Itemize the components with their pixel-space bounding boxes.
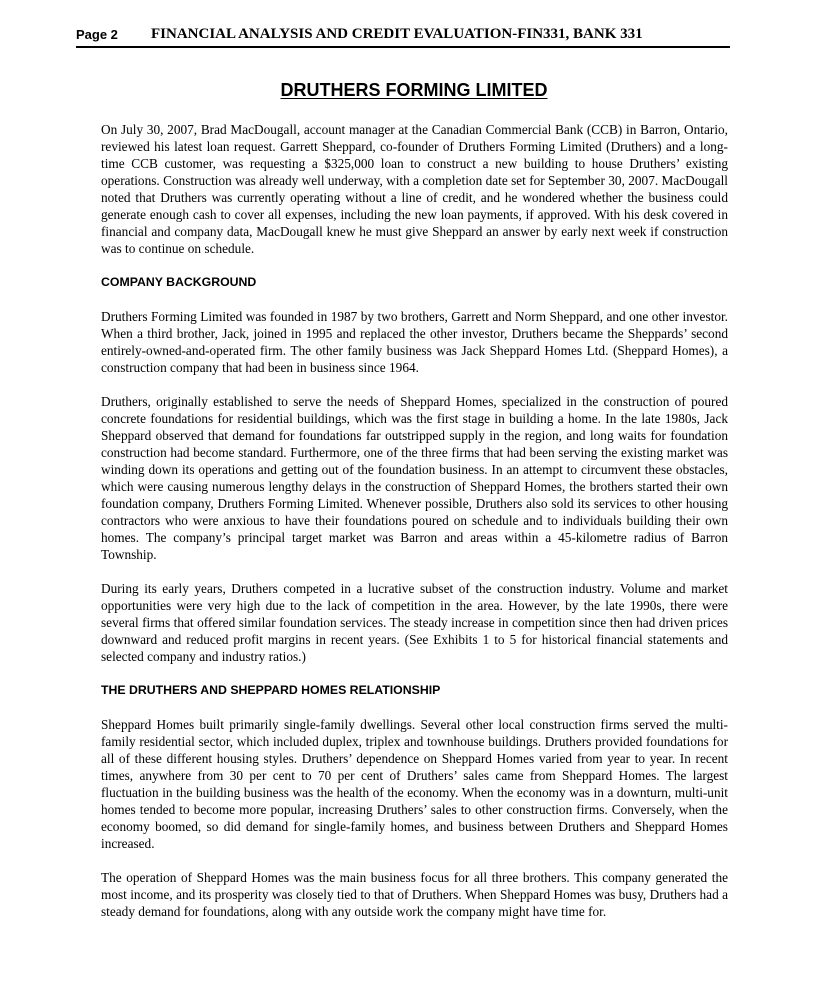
page-number: Page 2 [76, 27, 118, 42]
document-body [101, 121, 728, 920]
company-background-paragraph-1: Druthers Forming Limited was founded in 1987 by two brothers, Garrett and Norm Sheppard, and one other investor. When a third brother, Jack, joined in 1995 and replaced the other investor, Druthers became the Sheppards’ second entirely-owned-and-operated firm. The other family business was Jack Sheppard Homes Ltd. (Sheppard Homes), a construction company that had been in business since 1964. [101, 309, 728, 375]
intro-paragraph: On July 30, 2007, Brad MacDougall, account manager at the Canadian Commercial Bank (CCB) in Barron, Ontario, reviewed his latest loan request. Garrett Sheppard, co-founder of Druthers Forming Limited (Druthers) and a long-time CCB customer, was requesting a $325,000 loan to construct a new building to house Druthers’ existing operations. Construction was already well underway, with a completion date set for September 30, 2007. MacDougall noted that Druthers was currently operating without a line of credit, and he wondered whether the business could generate enough cash to cover all expenses, including the new loan payments, if approved. With his desk covered in financial and company data, MacDougall knew he must give Sheppard an answer by early next week if construction was to continue on schedule. [101, 122, 728, 256]
page-header [76, 27, 730, 48]
document-title-text: DRUTHERS FORMING LIMITED [280, 80, 548, 100]
company-background-paragraph-3: During its early years, Druthers competed in a lucrative subset of the construction industry. Volume and market opportunities were very high due to the lack of competition in the area. However, by the late 1990s, there were several firms that offered similar foundation services. The steady increase in competition since then had driven prices downward and reduced profit margins in recent years. (See Exhibits 1 to 5 for historical financial statements and selected company and industry ratios.) [101, 581, 728, 664]
company-background-paragraph-2: Druthers, originally established to serve the needs of Sheppard Homes, specialized in the construction of poured concrete foundations for residential buildings, which was the first stage in building a home. In the late 1980s, Jack Sheppard observed that demand for foundations far outstripped supply in the region, and long waits for foundation construction had become standard. Furthermore, one of the three firms that had been serving the existing market was winding down its operations and getting out of the foundation business. In an attempt to circumvent these obstacles, which were causing numerous lengthy delays in the construction of Sheppard Homes, the brothers started their own foundation company, Druthers Forming Limited. Whenever possible, Druthers also sold its services to other housing contractors who were anxious to have their foundations poured on schedule and to individuals building their own homes. The company’s principal target market was Barron and areas within a 45-kilometre radius of Barron Township. [101, 394, 728, 562]
relationship-paragraph-2: The operation of Sheppard Homes was the main business focus for all three brothers. This company generated the most income, and its prosperity was closely tied to that of Druthers. When Sheppard Homes was busy, Druthers had a steady demand for foundations, along with any outside work the company might have time for. [101, 870, 728, 919]
section-heading-company-background: COMPANY BACKGROUND [101, 275, 257, 289]
course-title: FINANCIAL ANALYSIS AND CREDIT EVALUATION-FIN331, BANK 331 [151, 26, 643, 42]
section-heading-relationship: THE DRUTHERS AND SHEPPARD HOMES RELATIONSHIP [101, 683, 441, 697]
document-title [0, 80, 828, 101]
relationship-paragraph-1: Sheppard Homes built primarily single-family dwellings. Several other local construction firms served the multi-family residential sector, which included duplex, triplex and townhouse buildings. Druthers provided foundations for all of these different housing styles. Druthers’ dependence on Sheppard Homes varied from year to year. In recent times, anywhere from 30 per cent to 70 per cent of Druthers’ sales came from Sheppard Homes. The largest fluctuation in the building business was the health of the economy. When the economy was in a downturn, multi-unit homes tended to become more popular, increasing Druthers’ sales to other construction firms. Conversely, when the economy boomed, so did demand for single-family homes, and business between Druthers and Sheppard Homes increased. [101, 717, 728, 851]
